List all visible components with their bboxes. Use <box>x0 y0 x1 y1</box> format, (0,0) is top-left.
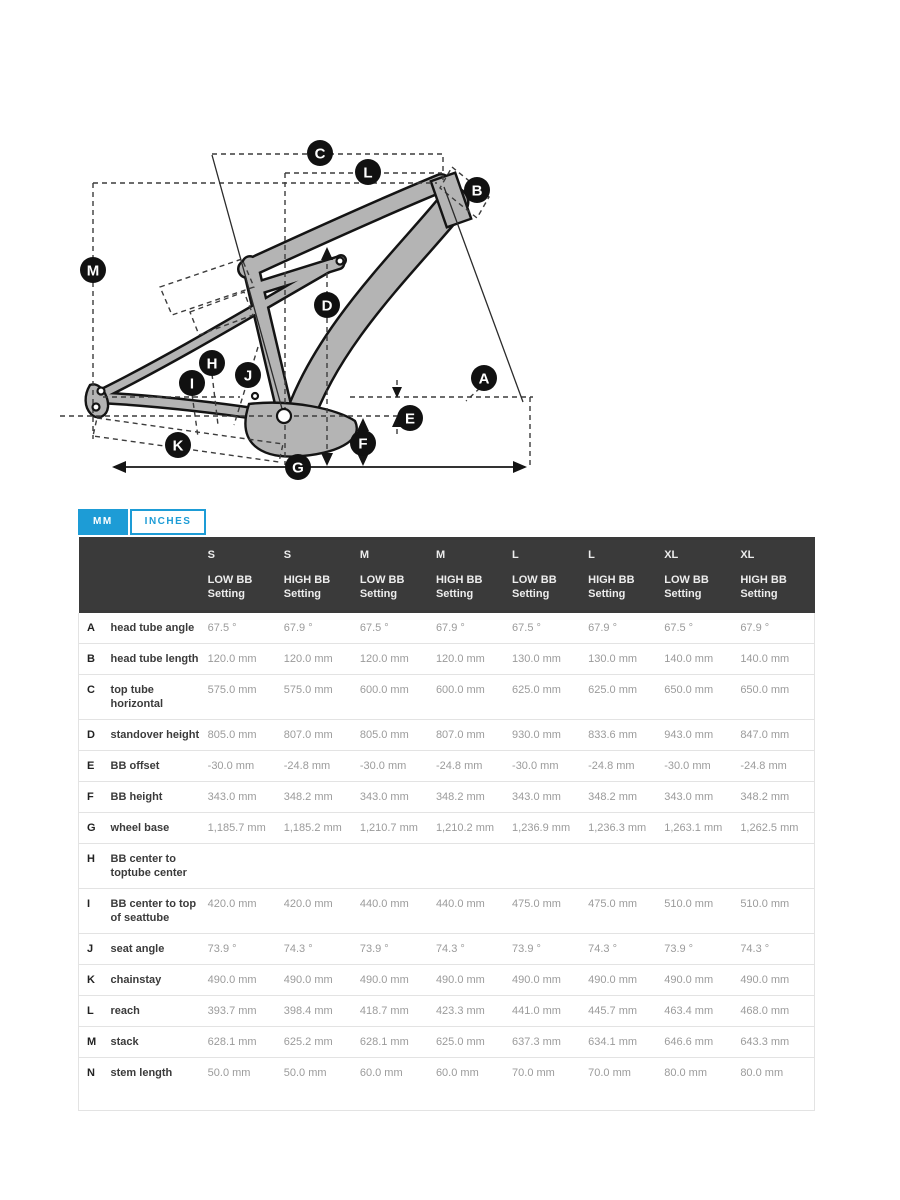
row-value: 120.0 mm <box>282 644 358 675</box>
row-value: 805.0 mm <box>358 720 434 751</box>
diagram-label-text: D <box>321 297 333 315</box>
row-value: -30.0 mm <box>358 751 434 782</box>
row-letter: E <box>79 751 109 782</box>
diagram-label-text: F <box>358 435 368 453</box>
row-value: 490.0 mm <box>282 965 358 996</box>
row-value: -24.8 mm <box>434 751 510 782</box>
row-value: 600.0 mm <box>358 675 434 720</box>
row-name: BB height <box>109 782 206 813</box>
row-name: wheel base <box>109 813 206 844</box>
row-value: 650.0 mm <box>662 675 738 720</box>
column-header-xl-high: XL HIGH BB Setting <box>738 537 814 613</box>
row-letter: C <box>79 675 109 720</box>
row-letter: F <box>79 782 109 813</box>
row-value: 70.0 mm <box>586 1058 662 1111</box>
row-name: reach <box>109 996 206 1027</box>
row-value: 70.0 mm <box>510 1058 586 1111</box>
row-value: 343.0 mm <box>358 782 434 813</box>
row-name: BB center to top of seattube <box>109 889 206 934</box>
table-header <box>79 537 815 613</box>
geometry-table <box>78 537 815 1111</box>
row-value: 490.0 mm <box>586 965 662 996</box>
geometry-table-wrap <box>78 537 815 1111</box>
row-value: 420.0 mm <box>206 889 282 934</box>
row-value: 60.0 mm <box>358 1058 434 1111</box>
table-row <box>79 813 815 844</box>
row-value: 575.0 mm <box>206 675 282 720</box>
row-value: 50.0 mm <box>206 1058 282 1111</box>
row-name: head tube angle <box>109 613 206 644</box>
row-value: 140.0 mm <box>662 644 738 675</box>
table-row <box>79 996 815 1027</box>
row-value: 930.0 mm <box>510 720 586 751</box>
row-value: 628.1 mm <box>358 1027 434 1058</box>
row-name: standover height <box>109 720 206 751</box>
table-row <box>79 1027 815 1058</box>
row-value: 343.0 mm <box>662 782 738 813</box>
row-value: 130.0 mm <box>586 644 662 675</box>
row-value: 490.0 mm <box>738 965 814 996</box>
row-value: 73.9 ° <box>358 934 434 965</box>
row-value: 74.3 ° <box>282 934 358 965</box>
column-header-m-high: M HIGH BB Setting <box>434 537 510 613</box>
row-value: 343.0 mm <box>510 782 586 813</box>
diagram-label-text: J <box>243 367 253 385</box>
row-value: 140.0 mm <box>738 644 814 675</box>
row-value: 74.3 ° <box>738 934 814 965</box>
row-value: 475.0 mm <box>586 889 662 934</box>
row-value: 463.4 mm <box>662 996 738 1027</box>
row-value: -24.8 mm <box>738 751 814 782</box>
row-value: 348.2 mm <box>434 782 510 813</box>
row-value: 634.1 mm <box>586 1027 662 1058</box>
diagram-label-text: B <box>471 182 483 200</box>
diagram-label-text: C <box>314 145 326 163</box>
diagram-label-text: M <box>86 262 100 280</box>
row-value: 120.0 mm <box>206 644 282 675</box>
row-value: 67.5 ° <box>206 613 282 644</box>
row-value: -30.0 mm <box>510 751 586 782</box>
row-value <box>510 844 586 889</box>
row-letter: L <box>79 996 109 1027</box>
row-letter: J <box>79 934 109 965</box>
row-value: 510.0 mm <box>738 889 814 934</box>
row-value: 60.0 mm <box>434 1058 510 1111</box>
row-value: 73.9 ° <box>206 934 282 965</box>
row-value: 440.0 mm <box>358 889 434 934</box>
row-value: 1,210.2 mm <box>434 813 510 844</box>
table-row <box>79 613 815 644</box>
row-value: 120.0 mm <box>358 644 434 675</box>
column-header-s-low: S LOW BB Setting <box>206 537 282 613</box>
row-letter: I <box>79 889 109 934</box>
row-value: 445.7 mm <box>586 996 662 1027</box>
row-value: 600.0 mm <box>434 675 510 720</box>
row-value <box>358 844 434 889</box>
row-value: 67.9 ° <box>738 613 814 644</box>
row-value <box>434 844 510 889</box>
row-value: 637.3 mm <box>510 1027 586 1058</box>
row-letter: B <box>79 644 109 675</box>
row-value: 73.9 ° <box>662 934 738 965</box>
row-name: stack <box>109 1027 206 1058</box>
row-value: 423.3 mm <box>434 996 510 1027</box>
column-header-l-low: L LOW BB Setting <box>510 537 586 613</box>
tab-inches[interactable]: INCHES <box>130 509 207 535</box>
row-value: -30.0 mm <box>662 751 738 782</box>
diagram-label-text: K <box>172 437 184 455</box>
row-value: 67.5 ° <box>510 613 586 644</box>
row-value <box>662 844 738 889</box>
row-name: stem length <box>109 1058 206 1111</box>
row-value: 420.0 mm <box>282 889 358 934</box>
row-value: 625.0 mm <box>586 675 662 720</box>
table-row <box>79 844 815 889</box>
row-value: -24.8 mm <box>586 751 662 782</box>
row-value <box>206 844 282 889</box>
bike-frame-drawing <box>38 130 550 486</box>
column-header-m-low: M LOW BB Setting <box>358 537 434 613</box>
row-value: 1,185.7 mm <box>206 813 282 844</box>
row-value: 441.0 mm <box>510 996 586 1027</box>
row-value: 67.5 ° <box>662 613 738 644</box>
table-row <box>79 889 815 934</box>
row-name: top tube horizontal <box>109 675 206 720</box>
row-value: 490.0 mm <box>358 965 434 996</box>
row-value: 130.0 mm <box>510 644 586 675</box>
row-value: 650.0 mm <box>738 675 814 720</box>
row-value: 625.0 mm <box>434 1027 510 1058</box>
diagram-label-text: L <box>363 164 373 182</box>
row-value: 120.0 mm <box>434 644 510 675</box>
row-value: 943.0 mm <box>662 720 738 751</box>
row-value: 440.0 mm <box>434 889 510 934</box>
row-value: 475.0 mm <box>510 889 586 934</box>
row-name: BB center to toptube center <box>109 844 206 889</box>
row-value <box>586 844 662 889</box>
row-value: -24.8 mm <box>282 751 358 782</box>
row-value: 1,185.2 mm <box>282 813 358 844</box>
row-letter: K <box>79 965 109 996</box>
diagram-label-text: H <box>206 355 218 373</box>
diagram-label-text: I <box>189 375 195 393</box>
row-value: 643.3 mm <box>738 1027 814 1058</box>
column-header-s-high: S HIGH BB Setting <box>282 537 358 613</box>
row-value <box>738 844 814 889</box>
row-value: -30.0 mm <box>206 751 282 782</box>
row-value: 646.6 mm <box>662 1027 738 1058</box>
table-row <box>79 644 815 675</box>
row-value: 67.9 ° <box>282 613 358 644</box>
row-value: 833.6 mm <box>586 720 662 751</box>
row-value: 1,236.9 mm <box>510 813 586 844</box>
row-letter: M <box>79 1027 109 1058</box>
row-letter: G <box>79 813 109 844</box>
row-value: 73.9 ° <box>510 934 586 965</box>
row-value: 807.0 mm <box>434 720 510 751</box>
column-header-xl-low: XL LOW BB Setting <box>662 537 738 613</box>
geometry-diagram <box>0 0 900 505</box>
table-row <box>79 675 815 720</box>
row-value: 490.0 mm <box>206 965 282 996</box>
table-row <box>79 782 815 813</box>
row-value: 575.0 mm <box>282 675 358 720</box>
row-value: 398.4 mm <box>282 996 358 1027</box>
row-letter: A <box>79 613 109 644</box>
row-value: 490.0 mm <box>510 965 586 996</box>
row-value: 74.3 ° <box>586 934 662 965</box>
row-name: BB offset <box>109 751 206 782</box>
tab-mm[interactable]: MM <box>78 509 128 535</box>
row-value: 628.1 mm <box>206 1027 282 1058</box>
row-value: 343.0 mm <box>206 782 282 813</box>
row-name: seat angle <box>109 934 206 965</box>
row-value: 1,263.1 mm <box>662 813 738 844</box>
unit-tabs <box>78 509 206 535</box>
row-value: 510.0 mm <box>662 889 738 934</box>
row-letter: D <box>79 720 109 751</box>
table-row <box>79 934 815 965</box>
row-value: 348.2 mm <box>586 782 662 813</box>
row-name: head tube length <box>109 644 206 675</box>
row-value: 1,210.7 mm <box>358 813 434 844</box>
row-value: 348.2 mm <box>282 782 358 813</box>
row-value: 847.0 mm <box>738 720 814 751</box>
row-value: 1,236.3 mm <box>586 813 662 844</box>
row-value: 67.5 ° <box>358 613 434 644</box>
row-value: 67.9 ° <box>586 613 662 644</box>
table-row <box>79 965 815 996</box>
row-value: 625.2 mm <box>282 1027 358 1058</box>
diagram-label-text: G <box>292 459 304 477</box>
row-letter: H <box>79 844 109 889</box>
row-value: 50.0 mm <box>282 1058 358 1111</box>
motor-housing <box>245 403 356 457</box>
row-value: 80.0 mm <box>662 1058 738 1111</box>
table-row <box>79 1058 815 1111</box>
table-row <box>79 751 815 782</box>
row-value: 67.9 ° <box>434 613 510 644</box>
row-value: 805.0 mm <box>206 720 282 751</box>
row-value: 74.3 ° <box>434 934 510 965</box>
row-name: chainstay <box>109 965 206 996</box>
row-value: 348.2 mm <box>738 782 814 813</box>
diagram-label-text: A <box>478 370 490 388</box>
row-value: 80.0 mm <box>738 1058 814 1111</box>
row-value: 807.0 mm <box>282 720 358 751</box>
row-value: 490.0 mm <box>434 965 510 996</box>
row-value: 625.0 mm <box>510 675 586 720</box>
row-value: 1,262.5 mm <box>738 813 814 844</box>
table-row <box>79 720 815 751</box>
row-value: 490.0 mm <box>662 965 738 996</box>
row-value: 393.7 mm <box>206 996 282 1027</box>
row-value <box>282 844 358 889</box>
row-letter: N <box>79 1058 109 1111</box>
row-value: 418.7 mm <box>358 996 434 1027</box>
column-header-l-high: L HIGH BB Setting <box>586 537 662 613</box>
bottom-bracket <box>277 409 291 423</box>
diagram-label-text: E <box>404 410 416 428</box>
row-value: 468.0 mm <box>738 996 814 1027</box>
header-spacer <box>79 537 206 613</box>
